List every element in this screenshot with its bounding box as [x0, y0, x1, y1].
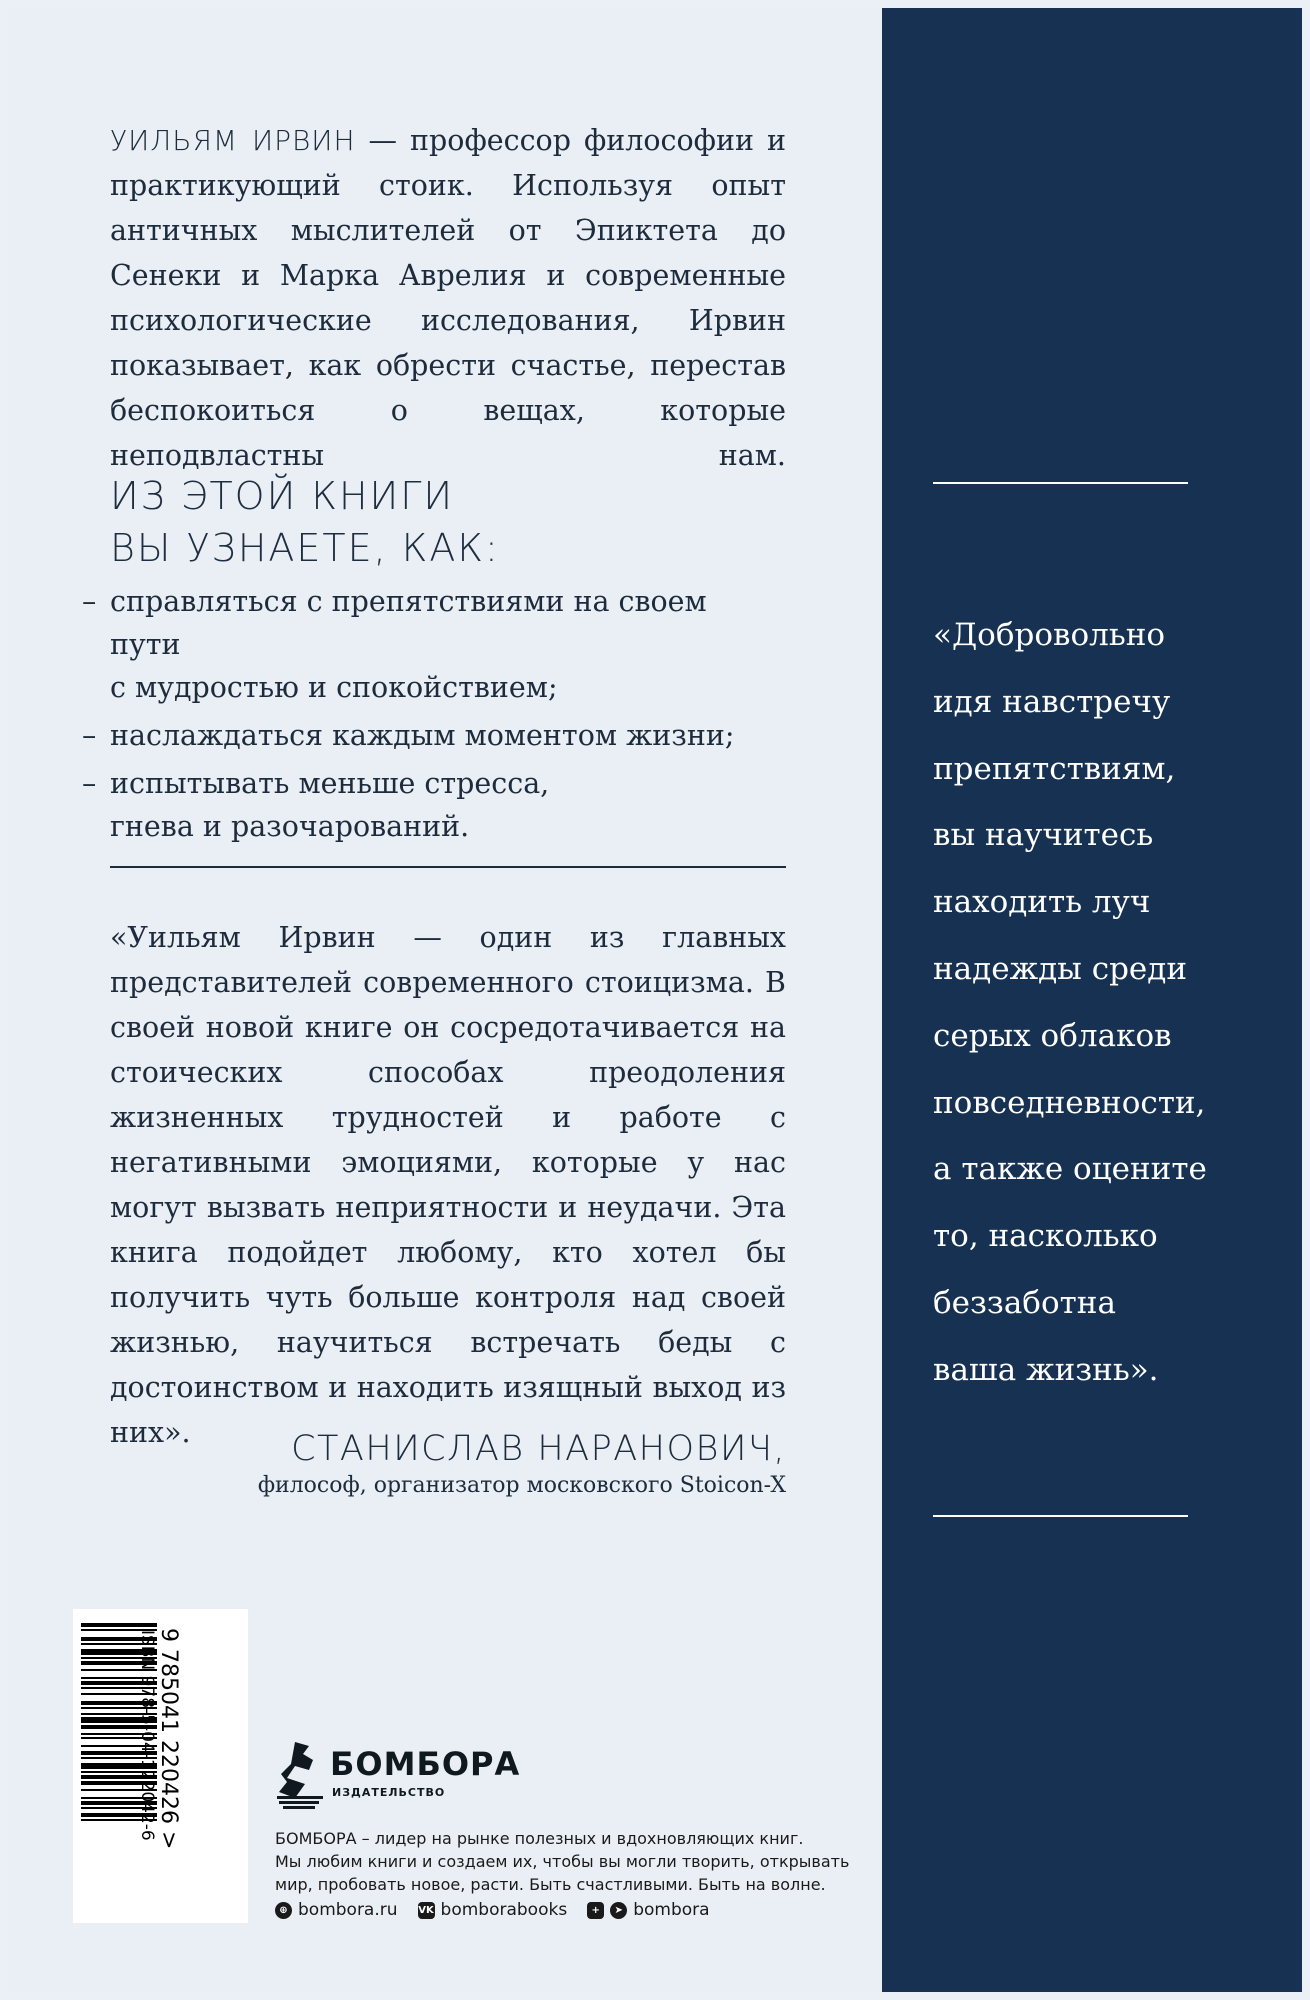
review-text: «Уильям Ирвин — один из главных представителей современного стоицизма. В своей новой книге он сосредотачивается на стоических способах преодоления жизненных трудностей и работе с негативными эмоциями, которые у нас могут вызвать неприятности и неудачи. Эта книга подойдет любому, кто хотел бы получить чуть больше контроля над своей жизнью, научиться встречать беды с достоинством и находить изящный выход из них». [110, 921, 786, 1449]
quote-line: идя навстречу [933, 683, 1171, 720]
list-item: – испытывать меньше стресса, гнева и разочарований. [110, 762, 786, 848]
barcode-number: 9 785041 220426 > [156, 1628, 181, 1850]
publisher-line: Мы любим книги и создаем их, чтобы вы могли творить, открывать [275, 1852, 850, 1871]
quote-line: а также оцените [933, 1151, 1207, 1188]
list-item: – наслаждаться каждым моментом жизни; [110, 714, 786, 757]
quote-divider-top [933, 482, 1188, 484]
publisher-brand-sub: ИЗДАТЕЛЬСТВО [332, 1786, 446, 1799]
quote-line: повседневности, [933, 1084, 1206, 1121]
list-item-line1: справляться с препятствиями на своем пути [110, 585, 707, 661]
learn-heading-line1: ИЗ ЭТОЙ КНИГИ [110, 474, 455, 518]
quote-line: серых облаков [933, 1017, 1172, 1054]
publisher-brand: БОМБОРА [330, 1745, 521, 1783]
isbn-label: ISBN 978-5-04-122042-6 [137, 1630, 157, 1841]
quote-line: вы научитесь [933, 817, 1154, 854]
barcode-bar [81, 1623, 157, 1627]
quote-divider-bottom [933, 1515, 1188, 1517]
vk-label: bomborabooks [440, 1900, 568, 1920]
globe-icon: ⊕ [275, 1902, 292, 1919]
website-link[interactable] [275, 1900, 398, 1920]
quote-line: препятствиям, [933, 750, 1176, 787]
plus-icon: + [587, 1902, 604, 1919]
reviewer-name: СТАНИСЛАВ НАРАНОВИЧ, [291, 1429, 786, 1469]
publisher-description [275, 1827, 855, 1896]
reviewer [110, 1427, 786, 1501]
website-label: bombora.ru [298, 1900, 398, 1920]
divider [110, 866, 786, 868]
quote-line: ваша жизнь». [933, 1351, 1159, 1388]
list-item-line2: с мудростью и спокойствием; [110, 671, 558, 704]
quote-line: «Добровольно [933, 617, 1166, 653]
telegram-link[interactable] [587, 1900, 709, 1920]
list-item-line1: наслаждаться каждым моментом жизни; [110, 719, 735, 752]
publisher-line: мир, пробовать новое, расти. Быть счастливыми. Быть на волне. [275, 1875, 826, 1894]
list-item: – справляться с препятствиями на своем пути с мудростью и спокойствием; [110, 580, 786, 709]
telegram-label: bombora [633, 1900, 710, 1920]
author-description [110, 118, 786, 478]
quote-line: находить луч [933, 884, 1151, 921]
author-name: УИЛЬЯМ ИРВИН [110, 124, 356, 157]
list-item-line1: испытывать меньше стресса, [110, 767, 550, 800]
social-links [275, 1900, 710, 1920]
reviewer-role: философ, организатор московского Stoicon-X [257, 1473, 786, 1498]
publisher-line: БОМБОРА – лидер на рынке полезных и вдохновляющих книг. [275, 1829, 804, 1848]
learn-list [82, 580, 786, 853]
vk-link[interactable] [418, 1900, 568, 1920]
learn-heading [110, 470, 710, 574]
telegram-icon: ➤ [610, 1902, 627, 1919]
vk-icon: VK [418, 1902, 435, 1919]
quote-line: то, насколько [933, 1218, 1158, 1255]
quote-line: надежды среди [933, 950, 1188, 987]
quote-line: беззаботна [933, 1284, 1116, 1321]
learn-heading-line2: ВЫ УЗНАЕТЕ, КАК: [110, 526, 500, 570]
quote [933, 602, 1253, 1404]
author-description-text: — профессор философии и практикующий стоик. Используя опыт античных мыслителей от Эпиктета до Сенеки и Марка Аврелия и современные психологические исследования, Ирвин показывает, как обрести счастье, перестав беспокоиться о вещах, которые неподвластны нам. [110, 124, 786, 472]
list-item-line2: гнева и разочарований. [110, 810, 470, 843]
barcode-digits [130, 1628, 181, 1910]
